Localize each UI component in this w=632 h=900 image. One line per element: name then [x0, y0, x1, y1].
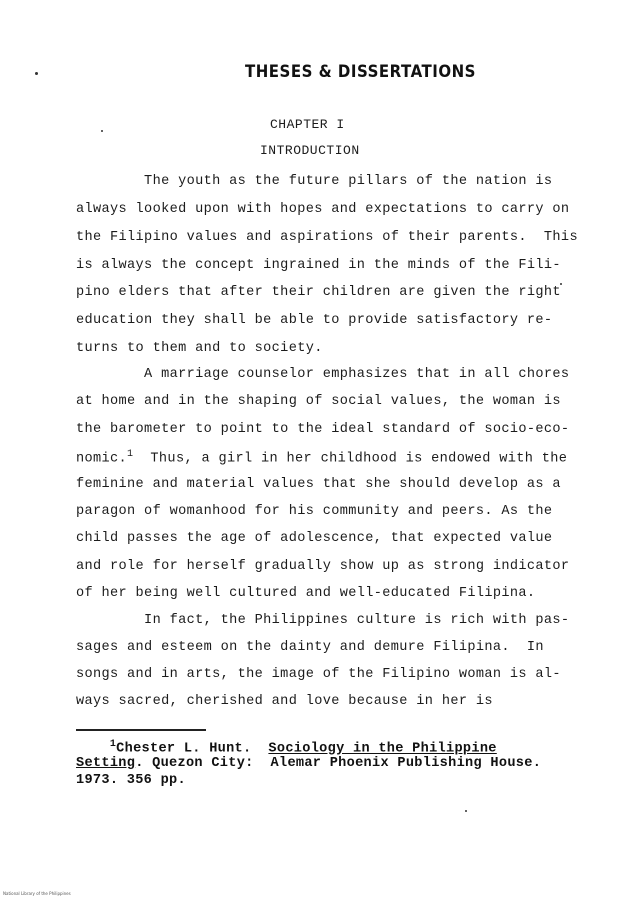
body-line: child passes the age of adolescence, that expected value — [76, 531, 553, 546]
body-line: the Filipino values and aspirations of their parents. This — [76, 230, 578, 245]
footnote-publisher: . Quezon City: Alemar Phoenix Publishing House. — [135, 756, 542, 771]
body-line: the barometer to point to the ideal standard of socio-eco- — [76, 422, 570, 437]
body-text: Thus, a girl in her childhood is endowed with the — [133, 451, 568, 467]
body-line: is always the concept ingrained in the minds of the Fili- — [76, 258, 561, 273]
scan-speck — [35, 72, 38, 75]
body-line: In fact, the Philippines culture is rich with pas- — [76, 613, 570, 628]
footnote-line — [76, 740, 497, 756]
body-line: pino elders that after their children are given the right — [76, 285, 561, 300]
body-line: The youth as the future pillars of the nation is — [76, 174, 553, 189]
scan-speck — [465, 810, 467, 812]
body-line: education they shall be able to provide satisfactory re- — [76, 313, 553, 328]
scan-credit: National Library of the Philippines — [3, 891, 71, 896]
chapter-title: CHAPTER I — [270, 117, 345, 132]
body-line: paragon of womanhood for his community and peers. As the — [76, 504, 553, 519]
body-line: songs and in arts, the image of the Filipino woman is al- — [76, 667, 561, 682]
body-line: of her being well cultured and well-educated Filipina. — [76, 586, 536, 601]
body-text: nomic. — [76, 451, 128, 467]
scan-speck — [560, 283, 562, 285]
footnote-marker: 1 — [109, 739, 117, 750]
body-line: always looked upon with hopes and expectations to carry on — [76, 202, 570, 217]
body-line: and role for herself gradually show up as strong indicator — [76, 559, 570, 574]
body-line: turns to them and to society. — [76, 341, 323, 356]
body-line: ways sacred, cherished and love because in her is — [76, 694, 493, 709]
section-heading: INTRODUCTION — [260, 143, 360, 158]
scan-speck — [101, 130, 103, 132]
body-line: sages and esteem on the dainty and demure Filipina. In — [76, 640, 544, 655]
footnote-line — [76, 757, 541, 771]
footnote-author: Chester L. Hunt. — [116, 741, 252, 757]
footnote-reference: 1 — [127, 449, 134, 460]
body-line-with-footnote-ref — [76, 450, 567, 466]
footnote-line: 1973. 356 pp. — [76, 773, 186, 788]
body-line: feminine and material values that she should develop as a — [76, 477, 561, 492]
body-line: at home and in the shaping of social values, the woman is — [76, 394, 561, 409]
body-line: A marriage counselor emphasizes that in all chores — [76, 367, 570, 382]
footnote-divider — [76, 729, 206, 731]
library-stamp: THESES & DISSERTATIONS — [245, 60, 476, 82]
footnote-title-cont: Setting — [76, 756, 136, 771]
footnote-title: Sociology in the Philippine — [268, 741, 497, 757]
